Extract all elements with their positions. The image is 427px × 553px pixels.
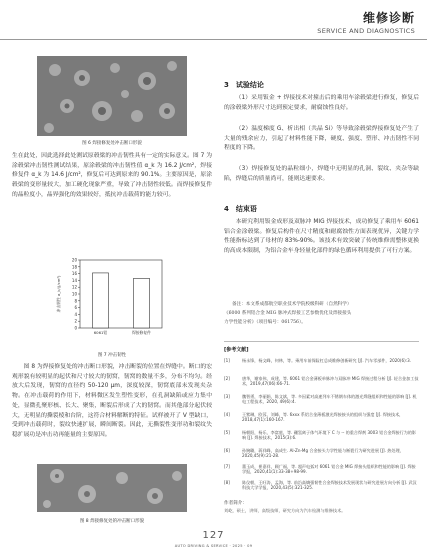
- funding-note: 备注：本文系成都航空职业技术学院校级科研（自然科学）: [232, 302, 352, 307]
- page-number: 127: [202, 530, 225, 541]
- reference-item: [224, 394, 419, 405]
- reference-text: 杨永锋，杨文峰，何林，等。乘用车前保险杠总成维修创新研究 [J]. 汽车零部件，2020(6):3.: [242, 358, 411, 363]
- bar: [93, 273, 109, 328]
- y-tick-label: 8: [74, 298, 77, 304]
- section-heading: 4 结束语: [224, 205, 257, 213]
- header-divider: [0, 39, 427, 40]
- page-footer: [0, 530, 427, 553]
- fig8-fracture-photo: [37, 464, 187, 512]
- section-heading: 3 试验结论: [224, 81, 264, 89]
- y-tick-label: 2: [74, 318, 77, 324]
- y-tick-label: 4: [74, 311, 77, 317]
- reference-text: 孙婉璐，蒋祥峰，高成生. Al-Zn-Mg 合金接头力学性能与断裂行为研究进展 [J]. 热处理，2020,45(9):21-28.: [242, 448, 404, 459]
- reference-text: 杨朝阳，杨乐，李富庭，等. 硼氢离子体气环境下 C 与 -- 的重合焊剂 3003 铝合金焊接行为的影响 [J]. 焊接技术，2015(3):6.: [242, 430, 417, 441]
- funding-note: 力学性能分析》（项目编号：061756）。: [224, 320, 306, 325]
- body-paragraph: 生在此处，因此选择此处测试原毂梁的冲击韧性具有一定的实际意义。图 7 为涂毂梁冲击韧性测试结果，原涂毂梁的冲击韧性值 α_k 为 16.2 J/cm²，焊接修复件 α_k 为 14.6 J/cm²，修复后可达到原来的 90.1%。主要原因是，原涂毂梁的变形量较大，加工硬化现象严重，导致了冲击韧性较低。而焊接修复件的晶粒度小，晶界强化的效果较好，抵抗冲击载荷的能力较可。: [12, 153, 212, 198]
- fig6-fracture-photo: [37, 56, 187, 136]
- reference-number: [5]: [224, 430, 230, 435]
- reference-number: [1]: [224, 358, 230, 363]
- y-tick-label: 0: [74, 325, 77, 331]
- conclusion-item: （3）焊接修复处的晶粒细小，焊缝中无明显的孔洞、裂纹、夹杂等缺陷，焊缝后的质量尚可，能则达速要求。: [224, 166, 419, 182]
- fig6-caption: 图 6 焊接修复处冲击断口形貌: [82, 141, 142, 146]
- reference-number: [2]: [224, 376, 230, 381]
- funding-note: 《6000 系列铝合金 MIG 脉冲式焊接工艺参数优化及焊接接头: [224, 311, 352, 316]
- body-paragraph: 图 8 为焊接修复处的冲击断口形貌，冲击断裂的位置在焊缝中。断口的宏观形貌有较明显的起伏和尺寸较大的韧窝，韧窝的数量不多，分布不均匀。经放大后发现，韧窝的直径约 50-120 μm，深度较深，韧窝底部未发现夹杂物。在冲击载荷的作用下，材料微区发生塑性变形，在孔洞缺陷或应力集中处，显微孔聚形核、长大、聚集，断裂后形成了大的韧窝。而其他部分起伏较大，无明显的撕裂棱和台阶，这符合材料解断的特征。试样被开了 V 型缺口，受到冲击载荷时，裂纹快速扩展，瞬间断裂。因此，无撕裂性变形功和裂纹失稳扩展功是冲击功再能量的主要原因。: [12, 364, 212, 438]
- y-tick-label: 12: [71, 284, 77, 290]
- left-column: [12, 50, 212, 530]
- reference-item: [224, 376, 419, 387]
- reference-text: 唐华，谢家伟，成建，等. 6061 铝合金薄板单脉冲与双脉冲 MIG 焊接过程分析 [J]. 轻合金加工技术，2019,47(06):66-71.: [242, 376, 419, 387]
- x-tick-label: 6061铝: [93, 330, 108, 335]
- reference-item: [224, 412, 419, 423]
- y-tick-label: 16: [71, 271, 77, 277]
- y-tick-label: 18: [71, 264, 77, 270]
- section-title: 维修诊断: [362, 11, 415, 25]
- reference-text: 陈仪朝，王旺涛，孟海，等. 前沿高熵强韧性合金焊接技术发展现状与研究进展方向分析 [J]. 武汉科技大学学报，2020,43(5):321-325.: [242, 480, 417, 491]
- y-tick-label: 20: [71, 257, 77, 263]
- closing-paragraph: 本研究利用钣金成形及双脉冲 MIG 焊接技术，成功修复了乘用车 6061 铝合金涂毂梁。修复后构件在尺寸精度和耐腐蚀性方面表现优异，关键力学性能指标达到了母材的 83%-90%。该技术有效突破了传统维修需整体更换的高成本限制，为铝合金车身轻量化部件的绿色循环利用提供了可行方案。: [224, 219, 419, 255]
- author-heading: 作者简介：: [224, 501, 247, 506]
- reference-number: [6]: [224, 448, 230, 453]
- journal-name: AUTO DRIVING & SERVICE · 2025 · 09: [174, 544, 253, 548]
- reference-number: [8]: [224, 480, 230, 485]
- reference-number: [7]: [224, 464, 230, 469]
- conclusion-item: （2）温度梯度 G、析出相（共晶 Si）等导致涂毂梁焊接修复处产生了大量的残余应力，引起了材料性能下降，硬度、强度、塑形、冲击韧性不同程度的下降。: [224, 126, 419, 152]
- reference-text: 魏智勇，李丽娟，陈文斌，等. 多因素对高速列车不锈钢车体的激光焊缝组织和性能的影响 [J]. 机电工程技术，2020, 49(6):4.: [242, 394, 417, 405]
- references-title: [参考文献]: [224, 347, 249, 353]
- conclusion-item: （1）采用钣金 + 焊接技术对撞击后的乘用车涂毂梁进行修复，修复后的涂毂梁外形尺寸达到预定要求，耐腐蚀性良好。: [224, 95, 419, 111]
- y-tick-label: 10: [71, 291, 77, 297]
- section-subtitle: SERVICE AND DIAGNOSTICS: [317, 27, 415, 35]
- right-column: [224, 50, 419, 530]
- reference-item: [224, 358, 419, 363]
- reference-item: [224, 448, 419, 459]
- page-header: [0, 0, 427, 50]
- fig7-impact-chart: [52, 250, 172, 345]
- bar: [134, 278, 150, 328]
- author-bio: 刘屹，硕士，讲师，高级技师，研究方向为汽车检测与维修技术。: [224, 508, 346, 513]
- reference-number: [3]: [224, 394, 230, 399]
- y-axis-label: 冲击韧性 α_k/(J/cm²): [56, 275, 61, 313]
- y-tick-label: 6: [74, 305, 77, 311]
- y-tick-label: 14: [71, 277, 77, 283]
- x-tick-label: 焊接修复件: [132, 330, 151, 335]
- fig8-caption: 图 8 焊接修复处的冲击断口形貌: [79, 519, 145, 524]
- references-box: [224, 341, 419, 523]
- reference-number: [4]: [224, 412, 230, 417]
- reference-text: 王紫琳，欧蓉，刘峰，等. 6xxx 系铝合金薄板激光焊接接头的组织与强度 [J]. 焊接技术，2018,47(1):160-167.: [242, 412, 404, 423]
- fig7-caption: 图 7 冲击韧性: [97, 353, 127, 358]
- reference-item: [224, 430, 419, 441]
- reference-item: [224, 480, 419, 491]
- reference-item: [224, 464, 419, 475]
- reference-text: 董玉成，崔嘉祥，顾广福，等. 超声电弧对 6061 铝合金 MIG 焊接头组织和性能的影响 [J]. 焊接学报，2020,41(1):33-38+98-99.: [242, 464, 416, 475]
